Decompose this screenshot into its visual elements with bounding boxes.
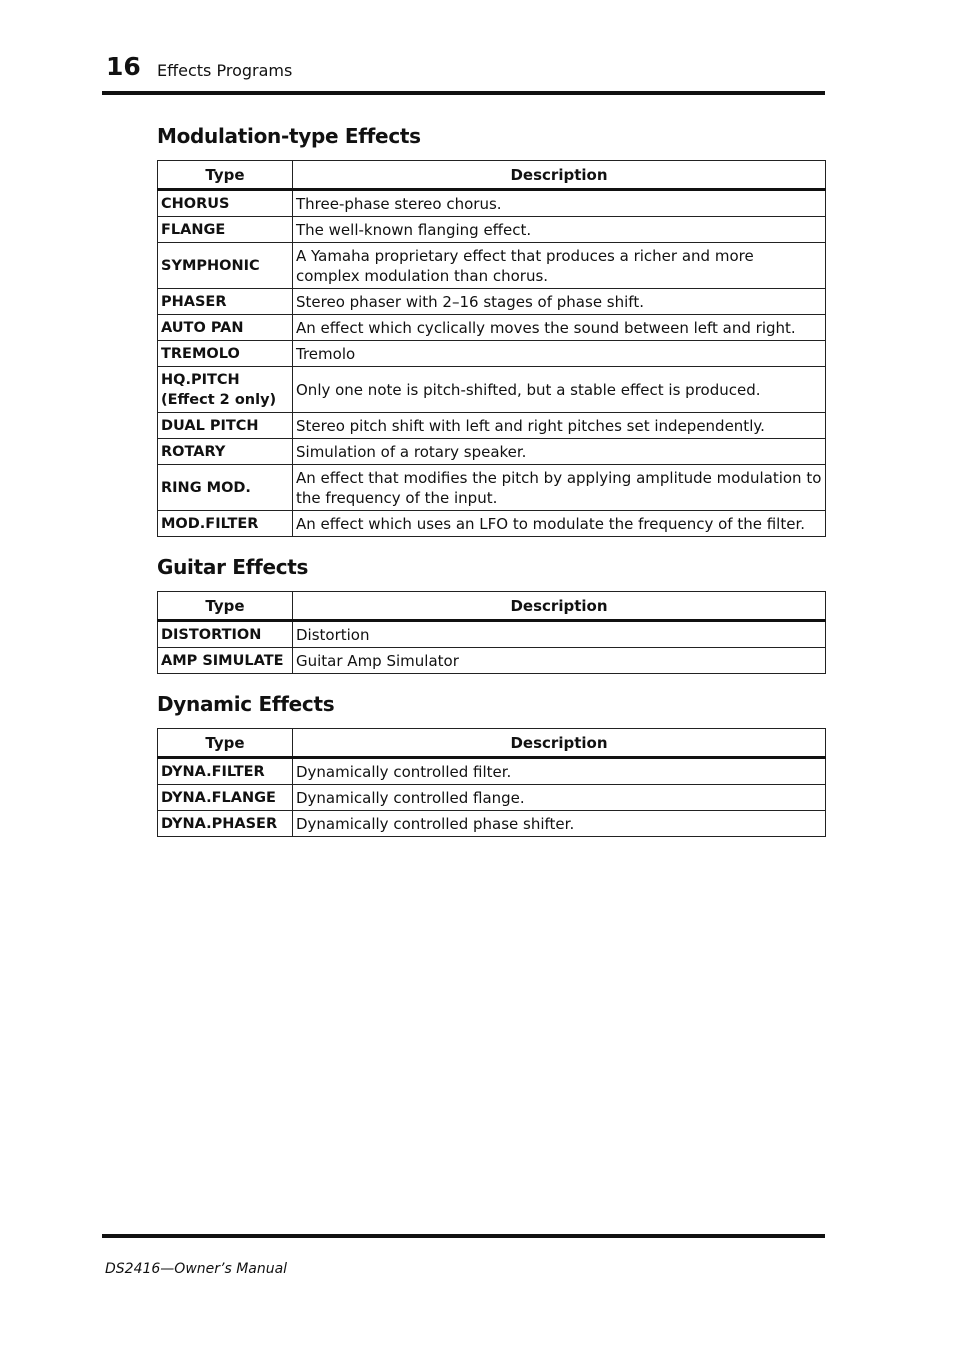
column-header-type: Type <box>158 729 293 758</box>
table-row <box>158 785 826 811</box>
effect-type: RING MOD. <box>158 465 293 511</box>
modulation-effects-table <box>157 160 826 537</box>
effect-type: DISTORTION <box>158 621 293 648</box>
footer-rule <box>102 1234 825 1238</box>
table-row <box>158 243 826 289</box>
effect-type: FLANGE <box>158 217 293 243</box>
page-number: 16 <box>106 52 141 81</box>
table-header-row <box>158 592 826 621</box>
table-row <box>158 758 826 785</box>
guitar-effects-table <box>157 591 826 674</box>
column-header-description: Description <box>293 592 826 621</box>
effect-type: DYNA.PHASER <box>158 811 293 837</box>
column-header-type: Type <box>158 161 293 190</box>
table-row <box>158 217 826 243</box>
effect-description: Guitar Amp Simulator <box>293 648 826 674</box>
header-rule <box>102 91 825 95</box>
table-row <box>158 413 826 439</box>
effect-description: Only one note is pitch-shifted, but a stable effect is produced. <box>293 367 826 413</box>
effect-description: An effect which cyclically moves the sound between left and right. <box>293 315 826 341</box>
column-header-type: Type <box>158 592 293 621</box>
effect-type: MOD.FILTER <box>158 511 293 537</box>
effect-type: HQ.PITCH (Effect 2 only) <box>158 367 293 413</box>
effect-description: Stereo pitch shift with left and right pitches set independently. <box>293 413 826 439</box>
effect-type: ROTARY <box>158 439 293 465</box>
effect-type: DUAL PITCH <box>158 413 293 439</box>
effect-type: DYNA.FLANGE <box>158 785 293 811</box>
table-row <box>158 511 826 537</box>
section-title-dynamic: Dynamic Effects <box>157 692 335 716</box>
effect-description: An effect which uses an LFO to modulate the frequency of the filter. <box>293 511 826 537</box>
effect-description: Tremolo <box>293 341 826 367</box>
effect-description: Dynamically controlled filter. <box>293 758 826 785</box>
table-row <box>158 190 826 217</box>
table-header-row <box>158 161 826 190</box>
table-row <box>158 315 826 341</box>
page-header <box>102 50 825 96</box>
effect-description: The well-known flanging effect. <box>293 217 826 243</box>
effect-description: A Yamaha proprietary effect that produces a richer and more complex modulation than chorus. <box>293 243 826 289</box>
section-title-modulation: Modulation-type Effects <box>157 124 421 148</box>
table-header-row <box>158 729 826 758</box>
effect-type: CHORUS <box>158 190 293 217</box>
column-header-description: Description <box>293 161 826 190</box>
table-row <box>158 465 826 511</box>
header-title: Effects Programs <box>157 61 293 80</box>
section-title-guitar: Guitar Effects <box>157 555 309 579</box>
footer-text: DS2416—Owner’s Manual <box>105 1261 288 1277</box>
effect-description: Three-phase stereo chorus. <box>293 190 826 217</box>
effect-description: Stereo phaser with 2–16 stages of phase shift. <box>293 289 826 315</box>
effect-type: AMP SIMULATE <box>158 648 293 674</box>
effect-description: Dynamically controlled phase shifter. <box>293 811 826 837</box>
effect-type: DYNA.FILTER <box>158 758 293 785</box>
table-row <box>158 811 826 837</box>
table-row <box>158 289 826 315</box>
effect-type: AUTO PAN <box>158 315 293 341</box>
effect-type: SYMPHONIC <box>158 243 293 289</box>
effect-description: Dynamically controlled flange. <box>293 785 826 811</box>
table-row <box>158 621 826 648</box>
effect-type: TREMOLO <box>158 341 293 367</box>
table-row <box>158 439 826 465</box>
effect-description: Simulation of a rotary speaker. <box>293 439 826 465</box>
table-row <box>158 341 826 367</box>
dynamic-effects-table <box>157 728 826 837</box>
column-header-description: Description <box>293 729 826 758</box>
effect-type: PHASER <box>158 289 293 315</box>
table-row <box>158 367 826 413</box>
effect-description: An effect that modifies the pitch by applying amplitude modulation to the frequency of the input. <box>293 465 826 511</box>
effect-description: Distortion <box>293 621 826 648</box>
table-row <box>158 648 826 674</box>
